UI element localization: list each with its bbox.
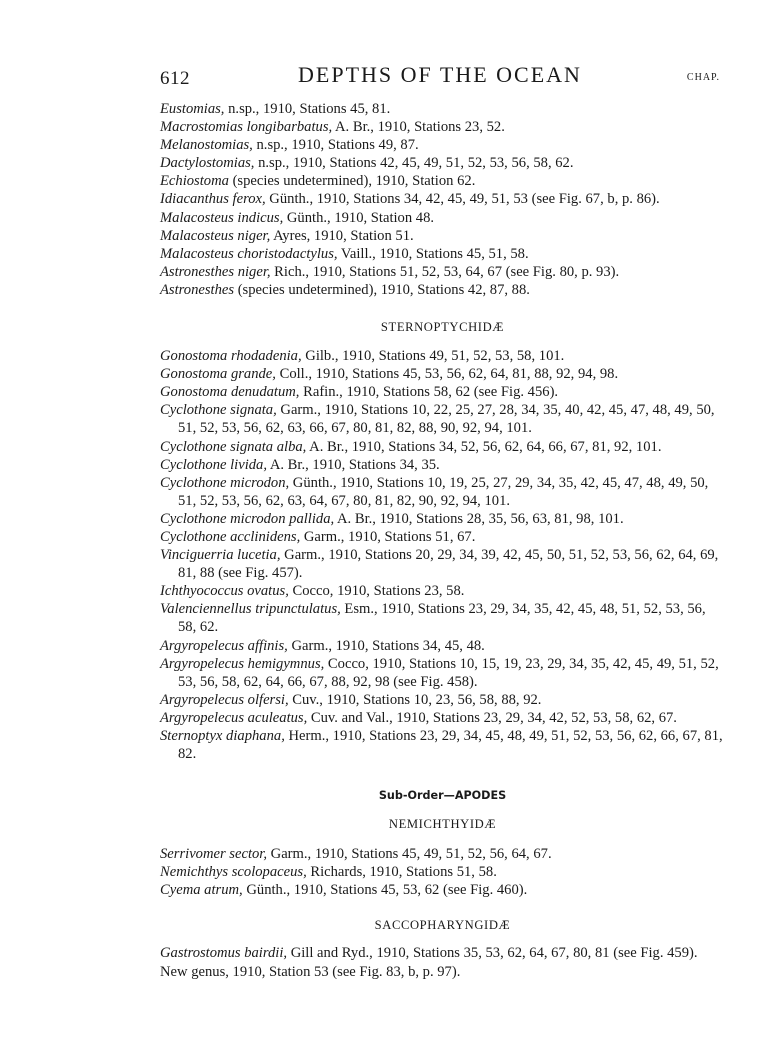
species-record: Cuv. and Val., 1910, Stations 23, 29, 34, 42, 52, 53, 58, 62, 67. [307,709,677,726]
species-name: Malacosteus niger, [160,227,271,244]
species-name: Sternoptyx diaphana, [160,728,285,744]
species-record: Gilb., 1910, Stations 49, 51, 52, 53, 58, 101. [301,348,565,365]
species-entry [160,136,725,154]
species-entry [160,528,725,546]
species-record: Cocco, 1910, Stations 10, 15, 19, 23, 29, 34, 35, 42, 45, 49, 51, 52, 53, 56, 58, 62, 64, 66, 67, 88, 92, 98 (see Fig. 458). [178,655,719,690]
species-record: Garm., 1910, Stations 45, 49, 51, 52, 56, 64, 67. [267,846,552,863]
species-record: Rafin., 1910, Stations 58, 62 (see Fig. 456). [299,384,559,401]
species-record: n.sp., 1910, Stations 49, 87. [252,137,419,154]
species-entry [160,118,725,136]
species-entry [160,100,725,118]
species-record: A. Br., 1910, Stations 34, 35. [267,456,440,473]
species-record: Vaill., 1910, Stations 45, 51, 58. [337,245,529,262]
species-record: Garm., 1910, Stations 20, 29, 34, 39, 42, 45, 50, 51, 52, 53, 56, 62, 64, 69, 81, 88 (see Fig. 457). [178,547,719,582]
species-record: Günth., 1910, Stations 10, 19, 25, 27, 29, 34, 35, 42, 45, 47, 48, 49, 50, 51, 52, 53, 56, 62, 63, 64, 67, 80, 81, 82, 90, 92, 94, 101. [178,474,709,509]
species-name: Echiostoma [160,173,229,190]
species-entry [160,456,725,474]
species-entry [160,438,725,456]
species-name: Gonostoma denudatum, [160,384,300,401]
species-name: Cyclothone microdon pallida, [160,510,335,527]
species-entry [160,600,725,636]
species-name: Cyclothone livida, [160,456,267,473]
species-name: Dactylostomias, [160,155,255,172]
species-entry [160,227,725,245]
species-entry [160,263,725,281]
species-record: (species undetermined), 1910, Station 62. [228,173,476,190]
page-number: 612 [160,68,190,89]
species-name: Astronesthes [160,281,235,298]
species-record: Esm., 1910, Stations 23, 29, 34, 35, 42, 45, 48, 51, 52, 53, 56, 58, 62. [178,601,706,636]
species-entry [160,474,725,510]
species-name: Macrostomias longibarbatus, [160,119,333,136]
species-name: Cyema atrum, [160,882,243,899]
species-entry [160,172,725,190]
species-record: n.sp., 1910, Stations 42, 45, 49, 51, 52, 53, 56, 58, 62. [254,155,574,172]
species-name: Cyclothone signata, [160,402,277,419]
species-entry [160,863,725,881]
species-name: Cyclothone signata alba, [160,438,307,455]
species-list-nemichthyidae [160,845,725,899]
species-name: Valenciennellus tripunctulatus, [160,601,341,618]
species-entry [160,245,725,263]
species-name: Gonostoma grande, [160,366,276,383]
species-entry [160,347,725,365]
species-record: (species undetermined), 1910, Stations 42, 87, 88. [234,281,530,298]
species-record: Coll., 1910, Stations 45, 53, 56, 62, 64, 81, 88, 92, 94, 98. [275,366,619,383]
species-entry [160,401,725,437]
species-list-intro [160,100,725,299]
species-name: Argyropelecus olfersi, [160,691,289,708]
species-entry [160,963,725,981]
species-entry [160,582,725,600]
species-record: Günth., 1910, Station 48. [283,209,435,226]
species-record: Garm., 1910, Stations 51, 67. [300,528,476,545]
species-entry [160,190,725,208]
species-record: Richards, 1910, Stations 51, 58. [306,864,497,881]
species-record: Günth., 1910, Stations 34, 42, 45, 49, 51, 53 (see Fig. 67, b, p. 86). [265,191,660,208]
species-record: Cocco, 1910, Stations 23, 58. [288,583,465,600]
species-name: Argyropelecus hemigymnus, [160,655,325,672]
species-entry [160,727,725,763]
species-name: Argyropelecus affinis, [160,637,288,654]
species-record: Herm., 1910, Stations 23, 29, 34, 45, 48, 49, 51, 52, 53, 56, 62, 66, 67, 81, 82. [178,728,723,763]
species-name: Vinciguerria lucetia, [160,547,281,564]
running-title: DEPTHS OF THE OCEAN [298,62,582,87]
species-entry [160,365,725,383]
species-entry [160,281,725,299]
species-entry [160,383,725,401]
species-entry [160,546,725,582]
species-record: A. Br., 1910, Stations 23, 52. [332,119,505,136]
chapter-label: CHAP. [686,72,720,83]
suborder-heading: Sub-Order—APODES [378,789,507,803]
species-record: Garm., 1910, Stations 34, 45, 48. [287,637,485,654]
species-record: Cuv., 1910, Stations 10, 23, 56, 58, 88, 92. [288,691,542,708]
species-name: Malacosteus indicus, [160,209,284,226]
species-name: Astronesthes niger, [160,263,271,280]
species-record: Günth., 1910, Stations 45, 53, 62 (see Fig. 460). [242,882,528,899]
species-name: Malacosteus choristodactylus, [160,245,338,262]
species-record: A. Br., 1910, Stations 28, 35, 56, 63, 81, 98, 101. [334,510,624,527]
family-heading-sternoptychidae: STERNOPTYCHIDÆ [380,320,505,335]
species-name: Argyropelecus aculeatus, [160,709,308,726]
species-entry [160,845,725,863]
species-name: Gastrostomus bairdii, [160,945,288,962]
species-name: Serrivomer sector, [160,846,268,863]
species-entry [160,637,725,655]
species-name: Gonostoma rhodadenia, [160,348,302,365]
species-name: Nemichthys scolopaceus, [160,864,307,881]
species-entry [160,691,725,709]
species-entry [160,209,725,227]
species-record: n.sp., 1910, Stations 45, 81. [224,101,391,117]
species-record: A. Br., 1910, Stations 34, 52, 56, 62, 64, 66, 67, 81, 92, 101. [306,438,662,455]
species-name: Melanostomias, [160,137,253,154]
family-heading-saccopharyngidae: SACCOPHARYNGIDÆ [374,918,511,933]
species-name: Idiacanthus ferox, [160,191,266,208]
species-list-sternoptychidae [160,347,725,763]
species-name: Cyclothone acclinidens, [160,528,301,545]
species-name: Cyclothone microdon, [160,474,290,491]
species-entry [160,655,725,691]
species-name: Eustomias, [160,101,225,117]
species-list-saccopharyngidae [160,944,725,980]
species-entry [160,944,725,962]
species-entry [160,709,725,727]
species-name: Ichthyococcus ovatus, [160,583,289,600]
running-header [160,62,720,92]
species-record: New genus, 1910, Station 53 (see Fig. 83, b, p. 97). [160,963,461,980]
species-entry [160,154,725,172]
text-body [160,100,725,981]
species-entry [160,510,725,528]
species-record: Rich., 1910, Stations 51, 52, 53, 64, 67 (see Fig. 80, p. 93). [270,263,620,280]
species-entry [160,881,725,899]
family-heading-nemichthyidae: NEMICHTHYIDÆ [388,817,497,832]
species-record: Ayres, 1910, Station 51. [270,227,414,244]
species-record: Gill and Ryd., 1910, Stations 35, 53, 62, 64, 67, 80, 81 (see Fig. 459). [287,945,698,962]
species-record: Garm., 1910, Stations 10, 22, 25, 27, 28, 34, 35, 40, 42, 45, 47, 48, 49, 50, 51, 52, 53, 56, 62, 63, 66, 67, 80, 81, 82, 88, 90, 92, 94, 101. [178,402,715,437]
